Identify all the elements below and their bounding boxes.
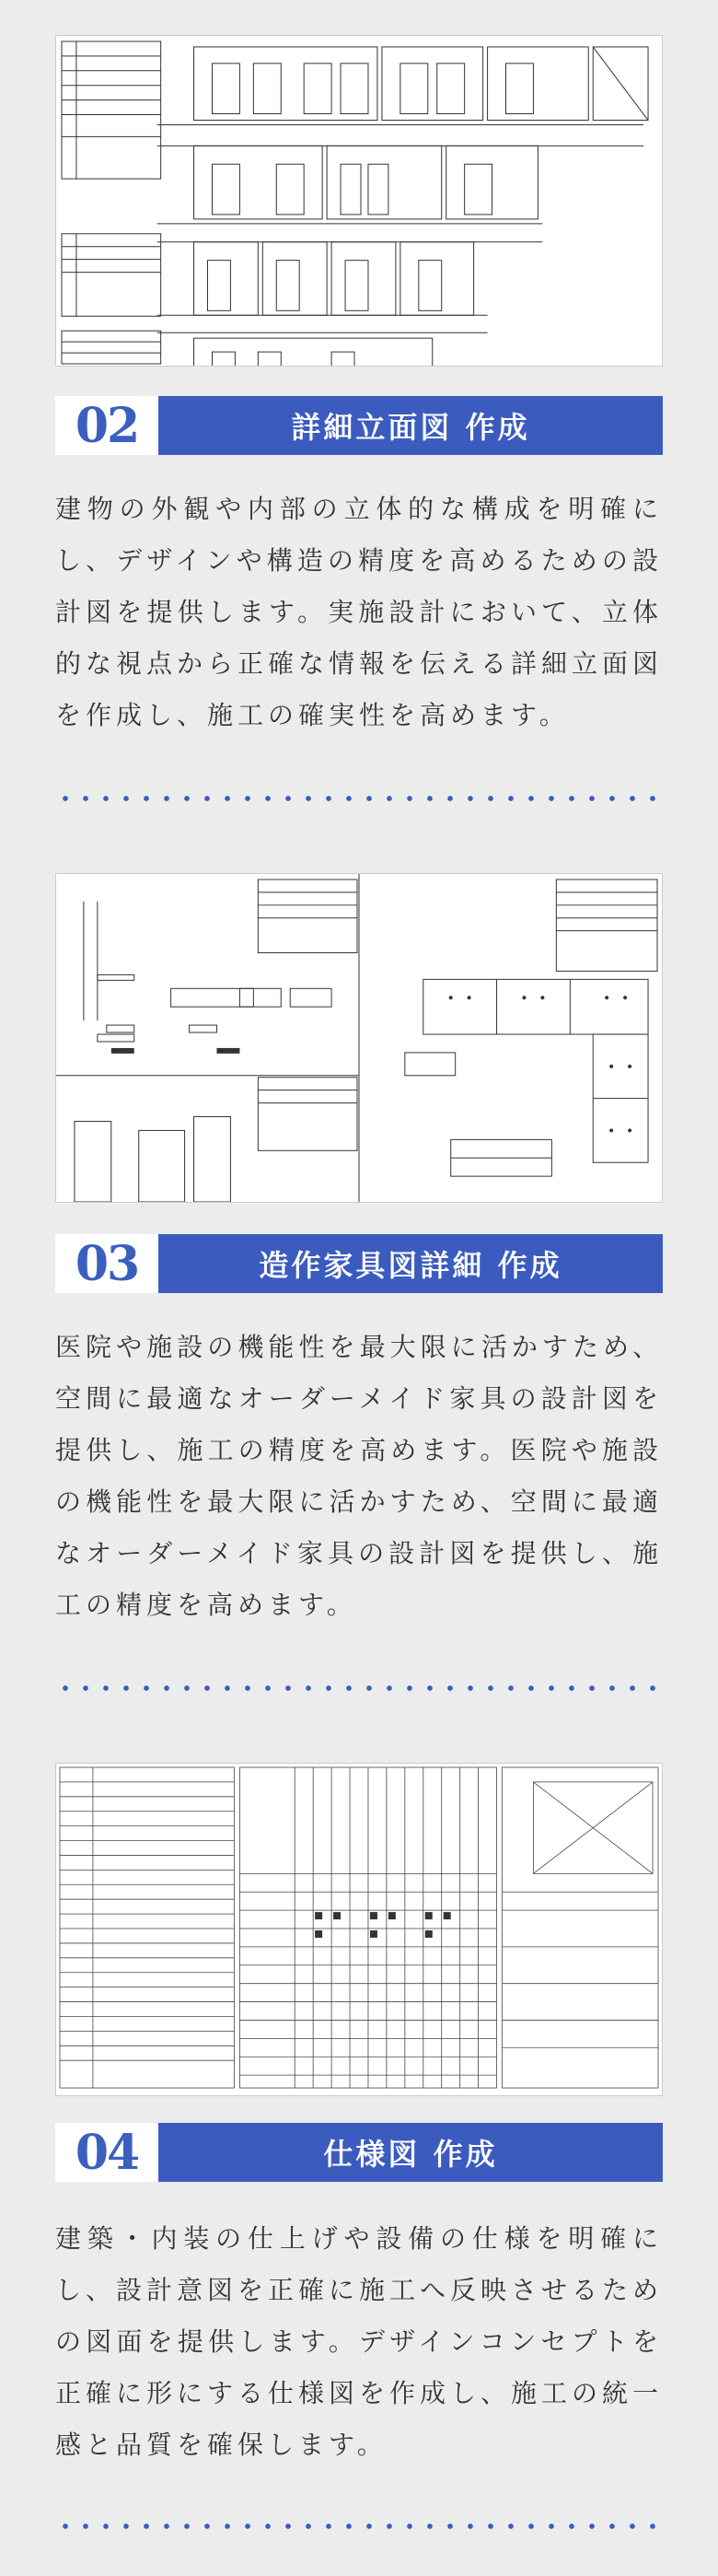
section-description: 建築・内装の仕上げや設備の仕様を明確にし、設計意図を正確に施工へ反映させるための図面を提供します。デザインコンセプトを正確に形にする仕様図を作成し、施工の統一感と品質を確保します。 — [55, 2223, 664, 2460]
section-number: 04 — [55, 2123, 158, 2182]
elevation-drawing-image — [55, 35, 663, 367]
furniture-drawing-image — [55, 873, 663, 1203]
section-number: 02 — [55, 396, 158, 455]
section-description: 建物の外観や内部の立体的な構成を明確にし、デザインや構造の精度を高めるための設計図を提供します。実施設計において、立体的な視点から正確な情報を伝える詳細立面図を作成し、施工の確実性を高めます。 — [55, 494, 664, 730]
section-title: 仕様図 作成 — [158, 2123, 663, 2182]
section-title: 詳細立面図 作成 — [158, 396, 663, 455]
specification-drawing-image — [55, 1763, 663, 2096]
section-title: 造作家具図詳細 作成 — [158, 1234, 663, 1293]
dotted-divider — [55, 796, 663, 801]
section-description: 医院や施設の機能性を最大限に活かすため、空間に最適なオーダーメイド家具の設計図を提供し、施工の精度を高めます。医院や施設の機能性を最大限に活かすため、空間に最適なオーダーメイド家具の設計図を提供し、施工の精度を高めます。 — [55, 1332, 663, 1620]
section-heading-02 — [55, 396, 663, 455]
section-heading-03 — [55, 1234, 663, 1293]
section-heading-04 — [55, 2123, 663, 2182]
dotted-divider — [55, 2524, 663, 2529]
dotted-divider — [55, 1685, 663, 1691]
section-number: 03 — [55, 1234, 158, 1293]
